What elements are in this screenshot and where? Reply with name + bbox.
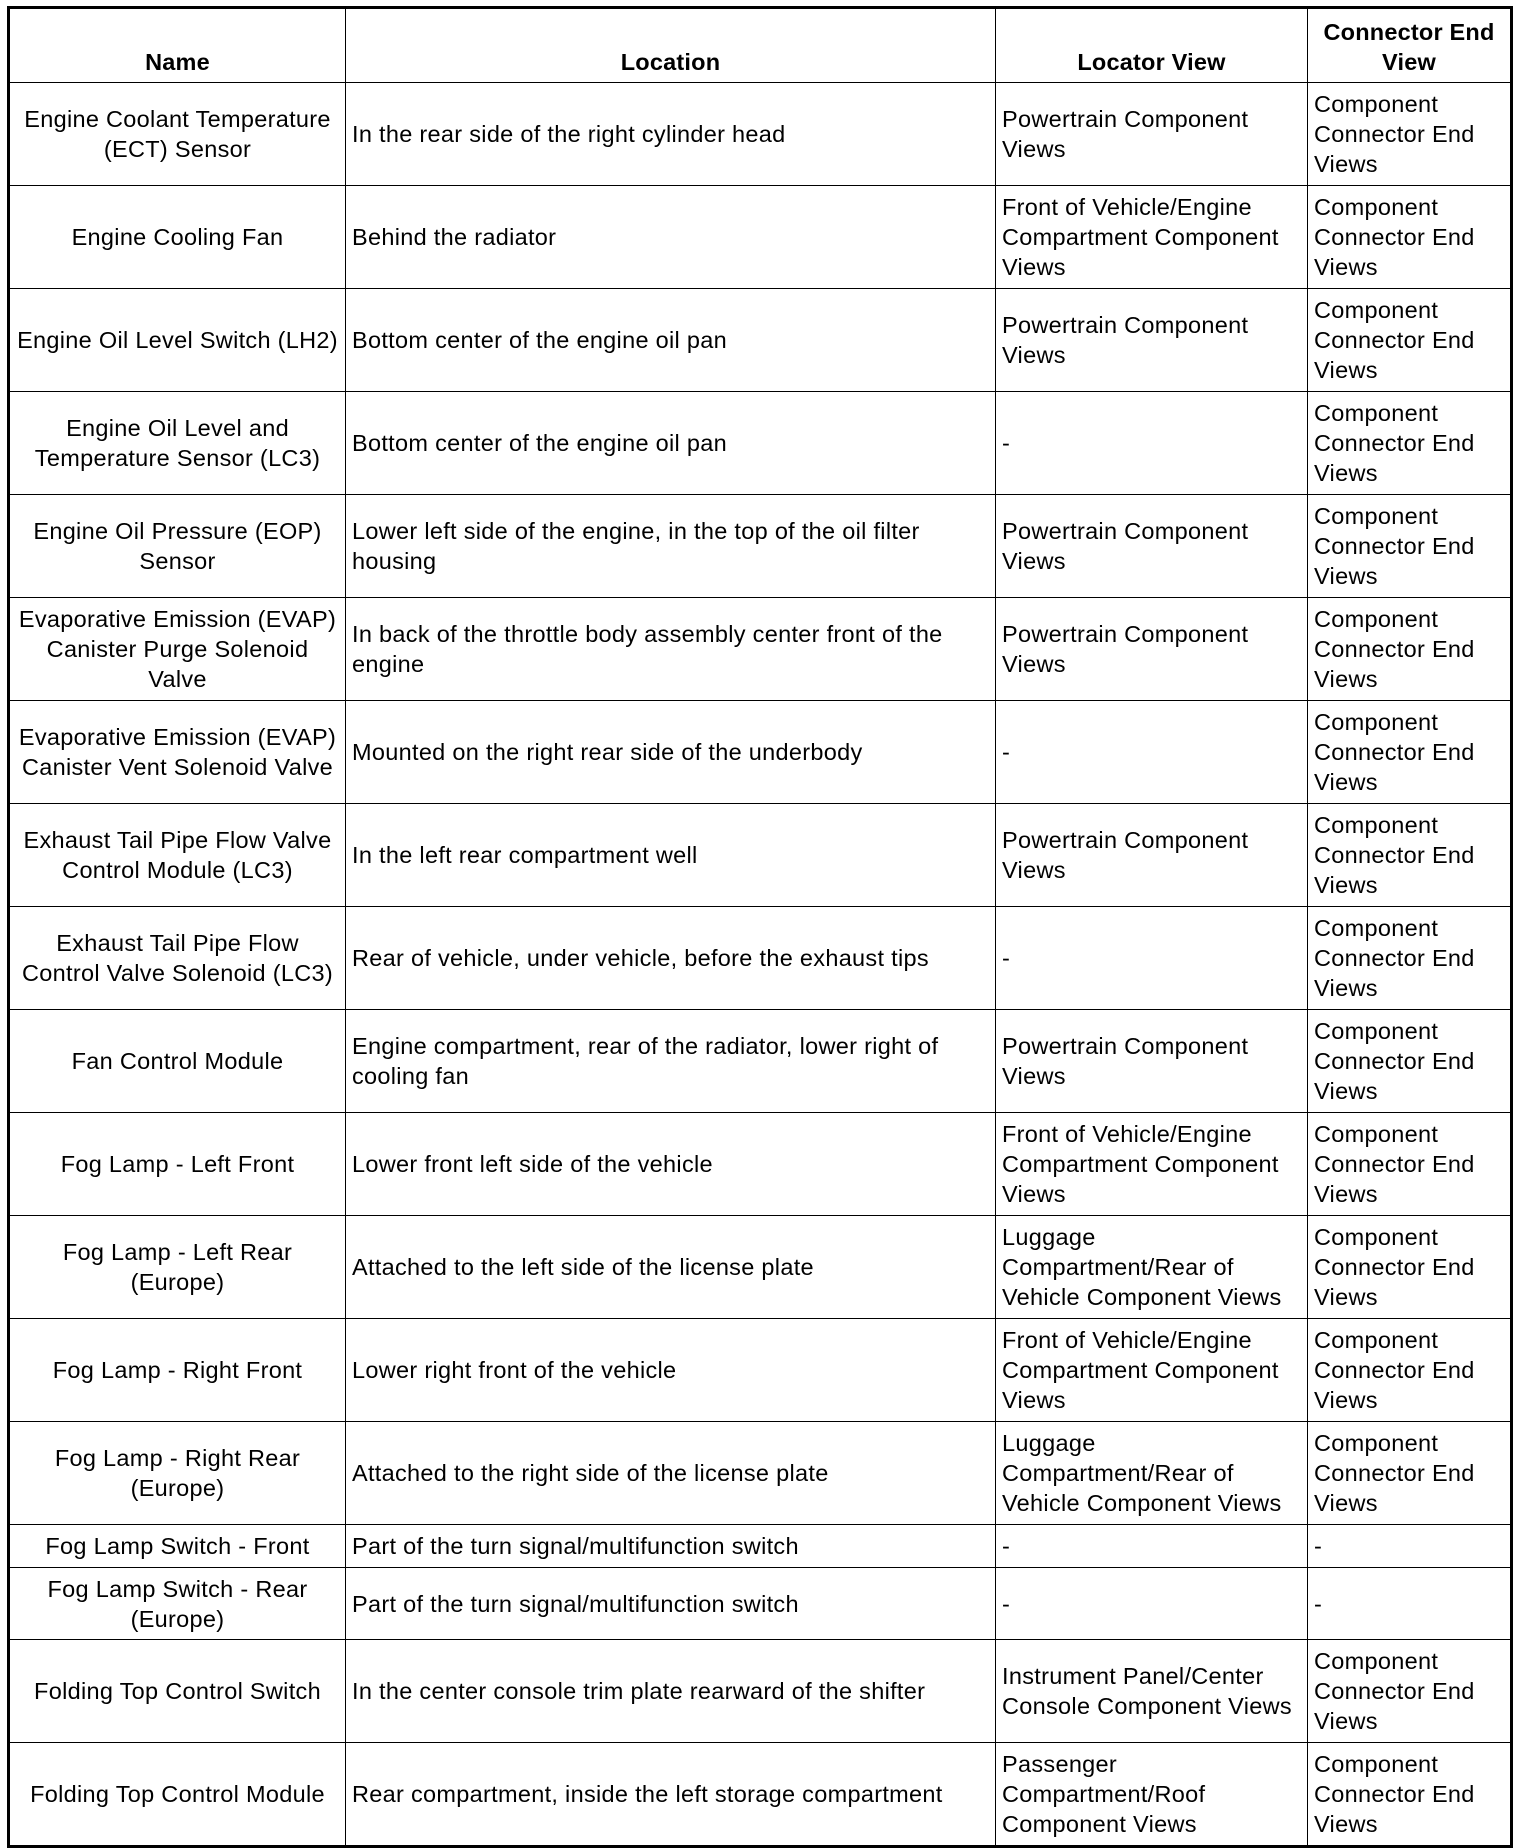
cell-locator-view: Powertrain Component Views (996, 598, 1308, 701)
cell-connector-end-view: Component Connector End Views (1308, 495, 1512, 598)
cell-locator-view: Front of Vehicle/Engine Compartment Component Views (996, 1113, 1308, 1216)
cell-locator-view: Instrument Panel/Center Console Component Views (996, 1640, 1308, 1743)
table-row (9, 701, 1512, 804)
cell-name: Exhaust Tail Pipe Flow Control Valve Solenoid (LC3) (9, 907, 346, 1010)
cell-name: Fog Lamp - Right Front (9, 1319, 346, 1422)
cell-locator-view: - (996, 907, 1308, 1010)
table-row (9, 186, 1512, 289)
cell-locator-view: Powertrain Component Views (996, 804, 1308, 907)
cell-location: In the rear side of the right cylinder head (346, 83, 996, 186)
cell-connector-end-view: Component Connector End Views (1308, 186, 1512, 289)
cell-location: Mounted on the right rear side of the underbody (346, 701, 996, 804)
cell-connector-end-view: Component Connector End Views (1308, 1113, 1512, 1216)
cell-locator-view: Luggage Compartment/Rear of Vehicle Component Views (996, 1422, 1308, 1525)
cell-locator-view: - (996, 1525, 1308, 1568)
table-row (9, 1640, 1512, 1743)
cell-connector-end-view: Component Connector End Views (1308, 392, 1512, 495)
cell-location: In the center console trim plate rearward of the shifter (346, 1640, 996, 1743)
table-row (9, 1010, 1512, 1113)
cell-name: Folding Top Control Switch (9, 1640, 346, 1743)
cell-connector-end-view: Component Connector End Views (1308, 1010, 1512, 1113)
cell-name: Engine Oil Level and Temperature Sensor (LC3) (9, 392, 346, 495)
cell-locator-view: Powertrain Component Views (996, 289, 1308, 392)
table-header-row (9, 8, 1512, 83)
cell-location: Part of the turn signal/multifunction switch (346, 1568, 996, 1640)
cell-locator-view: Front of Vehicle/Engine Compartment Component Views (996, 186, 1308, 289)
cell-name: Fog Lamp Switch - Front (9, 1525, 346, 1568)
cell-connector-end-view: Component Connector End Views (1308, 701, 1512, 804)
cell-connector-end-view: Component Connector End Views (1308, 1640, 1512, 1743)
cell-name: Engine Cooling Fan (9, 186, 346, 289)
cell-location: Lower front left side of the vehicle (346, 1113, 996, 1216)
cell-connector-end-view: Component Connector End Views (1308, 598, 1512, 701)
component-location-table (7, 6, 1513, 1848)
cell-connector-end-view: - (1308, 1568, 1512, 1640)
table-row (9, 392, 1512, 495)
cell-location: Engine compartment, rear of the radiator, lower right of cooling fan (346, 1010, 996, 1113)
cell-name: Fog Lamp - Right Rear (Europe) (9, 1422, 346, 1525)
cell-locator-view: Passenger Compartment/Roof Component Views (996, 1743, 1308, 1847)
table-row (9, 804, 1512, 907)
cell-connector-end-view: Component Connector End Views (1308, 1743, 1512, 1847)
cell-location: In back of the throttle body assembly center front of the engine (346, 598, 996, 701)
cell-connector-end-view: Component Connector End Views (1308, 83, 1512, 186)
cell-connector-end-view: Component Connector End Views (1308, 804, 1512, 907)
header-name: Name (9, 8, 346, 83)
cell-locator-view: Luggage Compartment/Rear of Vehicle Component Views (996, 1216, 1308, 1319)
cell-name: Exhaust Tail Pipe Flow Valve Control Module (LC3) (9, 804, 346, 907)
cell-connector-end-view: - (1308, 1525, 1512, 1568)
cell-name: Fog Lamp - Left Rear (Europe) (9, 1216, 346, 1319)
cell-name: Evaporative Emission (EVAP) Canister Purge Solenoid Valve (9, 598, 346, 701)
cell-name: Fan Control Module (9, 1010, 346, 1113)
header-location: Location (346, 8, 996, 83)
table-row (9, 1743, 1512, 1847)
cell-locator-view: - (996, 701, 1308, 804)
table-row (9, 1525, 1512, 1568)
cell-connector-end-view: Component Connector End Views (1308, 1319, 1512, 1422)
cell-location: Attached to the right side of the license plate (346, 1422, 996, 1525)
table-row (9, 907, 1512, 1010)
cell-location: In the left rear compartment well (346, 804, 996, 907)
header-locator-view: Locator View (996, 8, 1308, 83)
cell-locator-view: Powertrain Component Views (996, 1010, 1308, 1113)
cell-location: Lower left side of the engine, in the top of the oil filter housing (346, 495, 996, 598)
cell-location: Bottom center of the engine oil pan (346, 289, 996, 392)
table-row (9, 495, 1512, 598)
cell-connector-end-view: Component Connector End Views (1308, 907, 1512, 1010)
cell-connector-end-view: Component Connector End Views (1308, 1422, 1512, 1525)
table-row (9, 1216, 1512, 1319)
cell-locator-view: - (996, 1568, 1308, 1640)
cell-location: Bottom center of the engine oil pan (346, 392, 996, 495)
cell-name: Evaporative Emission (EVAP) Canister Vent Solenoid Valve (9, 701, 346, 804)
cell-location: Rear of vehicle, under vehicle, before the exhaust tips (346, 907, 996, 1010)
cell-locator-view: - (996, 392, 1308, 495)
cell-location: Lower right front of the vehicle (346, 1319, 996, 1422)
cell-location: Part of the turn signal/multifunction switch (346, 1525, 996, 1568)
table-row (9, 1422, 1512, 1525)
cell-location: Rear compartment, inside the left storage compartment (346, 1743, 996, 1847)
cell-locator-view: Powertrain Component Views (996, 495, 1308, 598)
cell-location: Behind the radiator (346, 186, 996, 289)
table-row (9, 83, 1512, 186)
table-row (9, 598, 1512, 701)
cell-connector-end-view: Component Connector End Views (1308, 289, 1512, 392)
cell-locator-view: Front of Vehicle/Engine Compartment Component Views (996, 1319, 1308, 1422)
table-row (9, 1113, 1512, 1216)
table-row (9, 289, 1512, 392)
table-row (9, 1568, 1512, 1640)
cell-name: Engine Coolant Temperature (ECT) Sensor (9, 83, 346, 186)
cell-name: Fog Lamp Switch - Rear (Europe) (9, 1568, 346, 1640)
header-connector-end-view: Connector End View (1308, 8, 1512, 83)
cell-name: Folding Top Control Module (9, 1743, 346, 1847)
cell-name: Fog Lamp - Left Front (9, 1113, 346, 1216)
cell-locator-view: Powertrain Component Views (996, 83, 1308, 186)
table-row (9, 1319, 1512, 1422)
cell-name: Engine Oil Level Switch (LH2) (9, 289, 346, 392)
cell-connector-end-view: Component Connector End Views (1308, 1216, 1512, 1319)
cell-location: Attached to the left side of the license plate (346, 1216, 996, 1319)
cell-name: Engine Oil Pressure (EOP) Sensor (9, 495, 346, 598)
